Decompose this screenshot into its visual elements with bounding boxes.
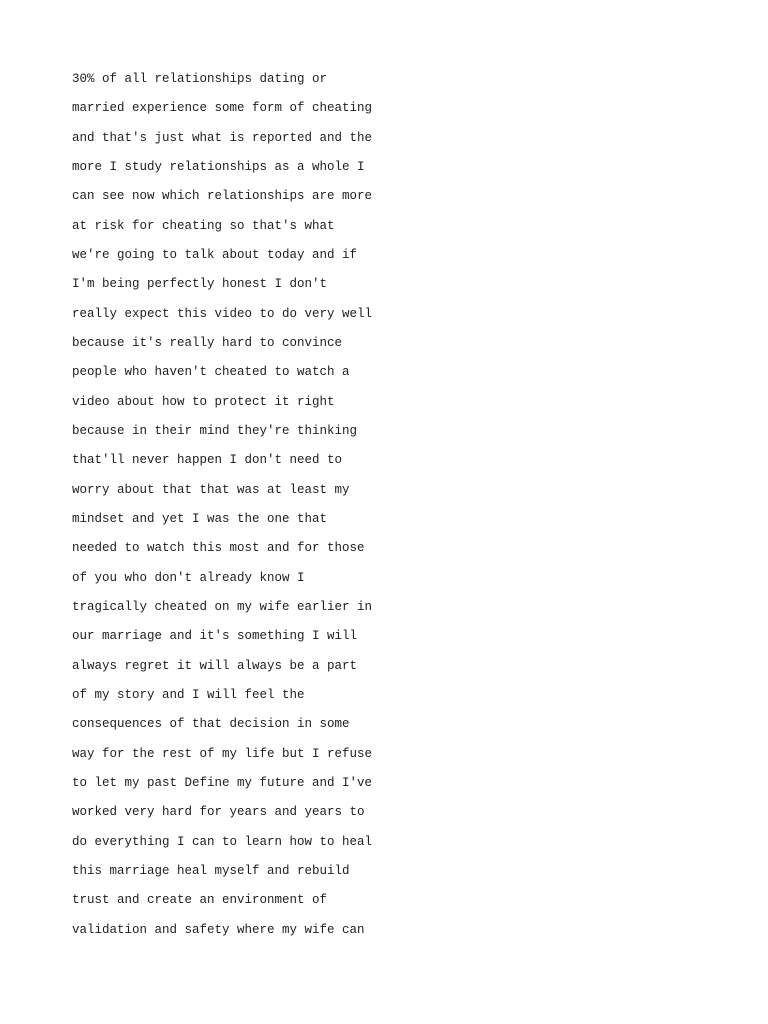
text-line: because it's really hard to convince <box>72 335 343 350</box>
text-line: people who haven't cheated to watch a <box>72 365 350 380</box>
text-line: 30% of all relationships dating or <box>72 72 328 86</box>
text-line: tragically cheated on my wife earlier in <box>72 599 373 614</box>
text-line: that'll never happen I don't need to <box>72 453 343 468</box>
text-line: we're going to talk about today and if <box>72 247 358 262</box>
text-line: always regret it will always be a part <box>72 658 358 673</box>
text-line: of you who don't already know I <box>72 570 305 585</box>
text-line: worked very hard for years and years to <box>72 805 365 820</box>
text-line: to let my past Define my future and I've <box>72 775 373 790</box>
text-line: I'm being perfectly honest I don't <box>72 277 328 292</box>
text-line: do everything I can to learn how to heal <box>72 834 373 849</box>
text-line: mindset and yet I was the one that <box>72 511 328 526</box>
text-line: of my story and I will feel the <box>72 687 305 702</box>
text-line: and that's just what is reported and the <box>72 130 373 145</box>
text-line: validation and safety where my wife can <box>72 922 365 937</box>
text-line: can see now which relationships are more <box>72 189 373 204</box>
text-line: this marriage heal myself and rebuild <box>72 863 350 878</box>
text-line: more I study relationships as a whole I <box>72 159 365 174</box>
text-line: married experience some form of cheating <box>72 101 373 116</box>
text-line: at risk for cheating so that's what <box>72 218 335 233</box>
text-line: consequences of that decision in some <box>72 717 350 732</box>
text-line: needed to watch this most and for those <box>72 541 365 556</box>
text-line: way for the rest of my life but I refuse <box>72 746 373 761</box>
text-line: our marriage and it's something I will <box>72 629 358 644</box>
text-line: really expect this video to do very well <box>72 306 373 321</box>
text-line: trust and create an environment of <box>72 893 328 908</box>
text-line: worry about that that was at least my <box>72 482 350 497</box>
document-body <box>72 65 372 945</box>
text-line: because in their mind they're thinking <box>72 423 358 438</box>
text-line: video about how to protect it right <box>72 394 335 409</box>
